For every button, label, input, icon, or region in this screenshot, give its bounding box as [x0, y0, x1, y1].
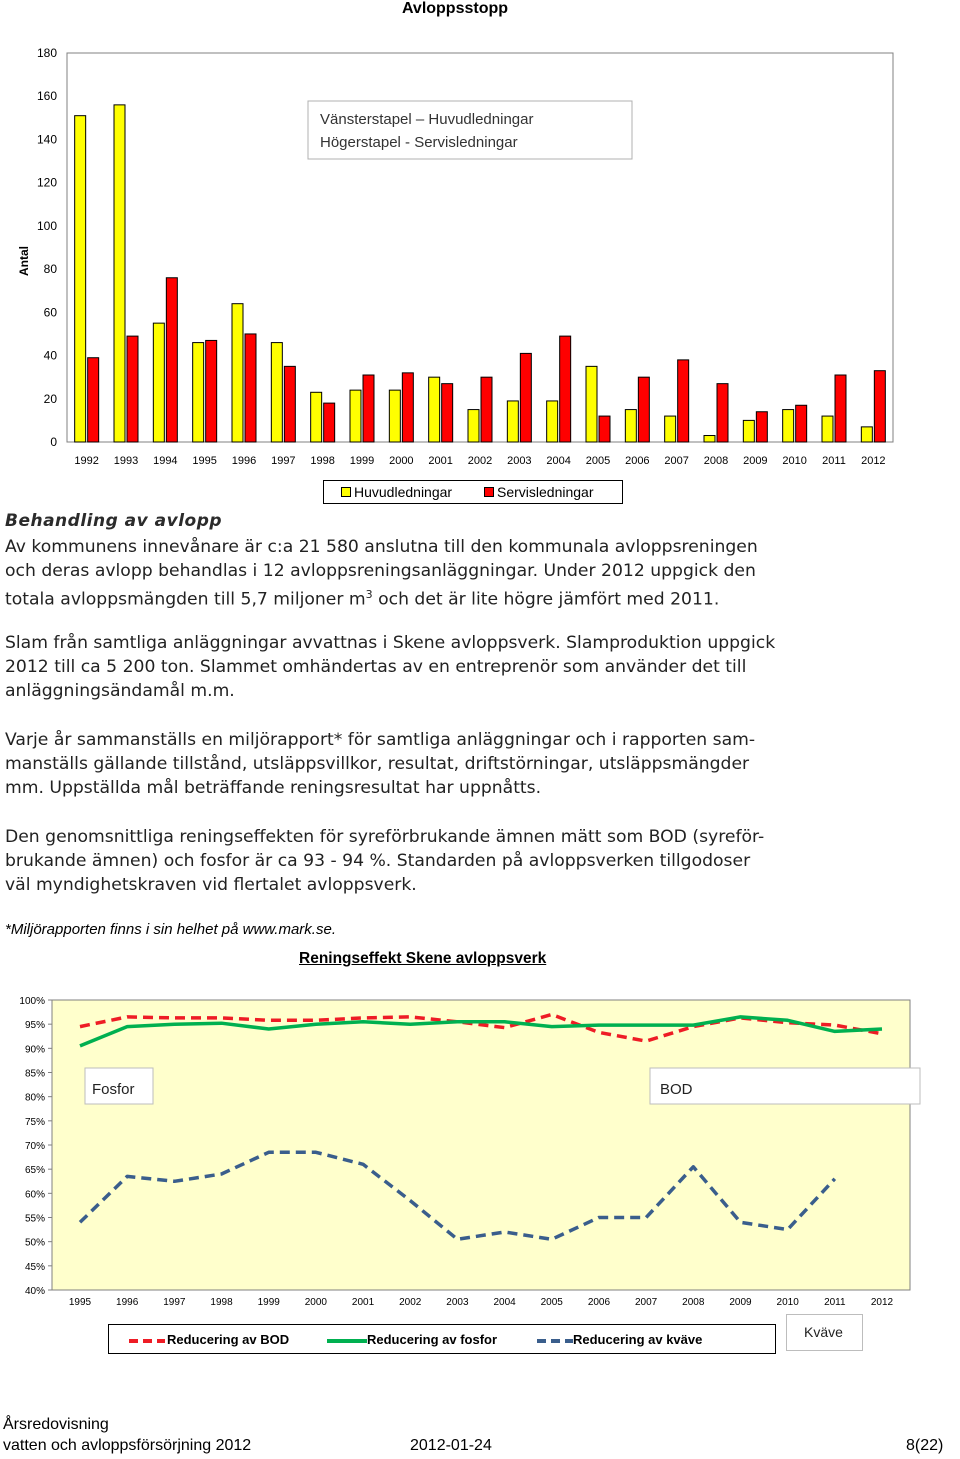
x-tick-label: 2003: [446, 1297, 469, 1308]
p2-line-3: anläggningsändamål m.m.: [5, 681, 235, 701]
x-tick-label: 2002: [399, 1297, 422, 1308]
bar-huvudledningar: [507, 401, 518, 442]
y-tick-label: 160: [36, 89, 57, 104]
x-tick-label: 2008: [682, 1297, 705, 1308]
bar-huvudledningar: [232, 304, 243, 442]
bar-huvudledningar: [153, 323, 164, 442]
y-tick-label: 40%: [24, 1286, 45, 1297]
p2-line-2: 2012 till ca 5 200 ton. Slammet omhändertas av en entreprenör som använder det till: [5, 657, 747, 677]
x-tick-label: 1994: [153, 455, 178, 467]
bar-huvudledningar: [586, 366, 597, 442]
bar-huvudledningar: [547, 401, 558, 442]
bar-servisledningar: [363, 375, 374, 442]
y-tick-label: 100: [36, 218, 57, 233]
line-plot-area: [52, 1000, 910, 1290]
x-tick-label: 2006: [625, 455, 650, 467]
section-heading: Behandling av avlopp: [5, 511, 223, 531]
x-tick-label: 2004: [493, 1297, 516, 1308]
x-tick-label: 1998: [210, 1297, 233, 1308]
paragraph-3: [5, 728, 955, 800]
x-tick-label: 2000: [304, 1297, 328, 1308]
x-tick-label: 2012: [861, 455, 886, 467]
y-tick-label: 60%: [24, 1189, 45, 1201]
p1-line-3a: totala avloppsmängden till 5,7 miljoner m: [5, 589, 366, 610]
p1-superscript: 3: [365, 588, 373, 601]
kvave-label: Kväve: [804, 1324, 843, 1340]
footer-page: 8(22): [906, 1437, 944, 1454]
legend-line-bod: [129, 1338, 165, 1344]
footnote: *Miljörapporten finns i sin helhet på www.mark.se.: [5, 921, 336, 938]
x-tick-label: 1998: [310, 455, 335, 467]
y-tick-label: 140: [36, 132, 57, 147]
bar-servisledningar: [717, 384, 728, 442]
paragraph-2: [5, 631, 955, 703]
y-tick-label: 85%: [24, 1068, 45, 1080]
x-tick-label: 2002: [467, 455, 493, 467]
bar-huvudledningar: [114, 105, 125, 442]
x-tick-label: 2001: [351, 1297, 375, 1308]
bar-huvudledningar: [311, 392, 322, 442]
paragraph-4: [5, 825, 955, 897]
y-tick-label: 90%: [24, 1044, 45, 1056]
bar-servisledningar: [245, 334, 256, 442]
bar-servisledningar: [520, 353, 531, 442]
y-tick-label: 100%: [19, 996, 45, 1007]
legend-swatch-servis: [484, 487, 494, 497]
y-tick-label: 50%: [24, 1237, 45, 1249]
bar-servisledningar: [560, 336, 571, 442]
x-tick-label: 2009: [729, 1297, 752, 1308]
paragraph-1: [5, 535, 955, 612]
bar-chart-title: Avloppsstopp: [401, 0, 509, 17]
bar-huvudledningar: [783, 410, 794, 442]
legend-line-kvave: [537, 1338, 573, 1344]
bar-huvudledningar: [75, 116, 86, 442]
x-tick-label: 2007: [664, 455, 689, 467]
footer-date: 2012-01-24: [410, 1437, 492, 1454]
p4-line-1: Den genomsnittliga reningseffekten för syreförbrukande ämnen mätt som BOD (syreför-: [5, 827, 765, 847]
bar-legend: [323, 480, 623, 504]
x-tick-label: 2011: [822, 455, 846, 467]
bar-servisledningar: [638, 377, 649, 442]
footer-line-2: vatten och avloppsförsörjning 2012: [3, 1437, 252, 1454]
y-tick-label: 80: [43, 262, 57, 277]
x-tick-label: 2001: [428, 455, 453, 467]
x-tick-label: 2008: [703, 455, 729, 467]
x-tick-label: 2010: [776, 1297, 799, 1308]
x-tick-label: 1995: [192, 455, 217, 467]
bar-huvudledningar: [193, 343, 204, 442]
y-tick-label: 70%: [24, 1141, 45, 1152]
x-tick-label: 2000: [389, 455, 414, 467]
bar-servisledningar: [678, 360, 689, 442]
bar-huvudledningar: [389, 390, 400, 442]
x-tick-label: 1997: [163, 1297, 186, 1308]
x-tick-label: 2011: [824, 1297, 846, 1308]
x-tick-label: 1996: [116, 1297, 139, 1308]
p2-line-1: Slam från samtliga anläggningar avvattnas i Skene avloppsverk. Slamproduktion uppgick: [5, 633, 776, 653]
legend-label-kvave: Reducering av kväve: [573, 1332, 703, 1347]
y-tick-label: 95%: [24, 1020, 45, 1032]
bar-servisledningar: [166, 278, 177, 442]
kvave-label-box: [786, 1314, 863, 1351]
bar-servisledningar: [88, 358, 99, 442]
bod-label: BOD: [660, 1081, 693, 1098]
x-tick-label: 2005: [540, 1297, 563, 1308]
p1-line-3b: och det är lite högre jämfört med 2011.: [372, 589, 720, 610]
y-axis-label: Antal: [17, 246, 31, 276]
y-tick-label: 65%: [24, 1165, 45, 1177]
bar-huvudledningar: [704, 436, 715, 442]
bar-servisledningar: [402, 373, 413, 442]
legend-label-bod: Reducering av BOD: [167, 1332, 290, 1347]
y-tick-label: 45%: [24, 1261, 45, 1273]
annotation-line-2: Högerstapel - Servisledningar: [320, 134, 518, 151]
p1-line-2: och deras avlopp behandlas i 12 avloppsreningsanläggningar. Under 2012 uppgick den: [5, 561, 756, 581]
x-tick-label: 2012: [870, 1297, 894, 1308]
y-tick-label: 60: [43, 305, 57, 320]
y-tick-label: 80%: [24, 1092, 45, 1104]
legend-label-servis: Servisledningar: [497, 484, 594, 500]
bar-servisledningar: [481, 377, 492, 442]
bar-servisledningar: [874, 371, 885, 442]
y-tick-label: 20: [43, 391, 57, 406]
p1-line-1: Av kommunens innevånare är c:a 21 580 anslutna till den kommunala avloppsreningen: [5, 537, 758, 557]
p4-line-3: väl myndighetskraven vid flertalet avloppsverk.: [5, 875, 417, 895]
legend-line-fosfor: [327, 1338, 367, 1344]
p3-line-1: Varje år sammanställs en miljörapport* för samtliga anläggningar och i rapporten sam-: [5, 730, 756, 750]
y-tick-label: 55%: [24, 1213, 45, 1225]
bar-huvudledningar: [743, 420, 754, 442]
y-tick-label: 120: [36, 175, 57, 190]
line-chart: [0, 990, 960, 1320]
x-tick-label: 2007: [634, 1297, 658, 1308]
x-tick-label: 2004: [546, 455, 571, 467]
x-tick-label: 2003: [507, 455, 532, 467]
y-tick-label: 75%: [24, 1116, 45, 1128]
legend-label-huvud: Huvudledningar: [354, 484, 453, 500]
bar-huvudledningar: [861, 427, 872, 442]
annotation-line-1: Vänsterstapel – Huvudledningar: [320, 111, 534, 128]
bar-servisledningar: [835, 375, 846, 442]
bar-huvudledningar: [625, 410, 636, 442]
bar-servisledningar: [127, 336, 138, 442]
x-tick-label: 1997: [271, 455, 296, 467]
x-tick-label: 2009: [743, 455, 768, 467]
x-tick-label: 2010: [782, 455, 807, 467]
x-tick-label: 1993: [113, 455, 139, 467]
y-tick-label: 40: [43, 348, 57, 363]
p3-line-3: mm. Uppställda mål beträffande reningsresultat har uppnåtts.: [5, 778, 542, 798]
bar-servisledningar: [206, 340, 217, 442]
x-tick-label: 1995: [68, 1297, 92, 1308]
x-tick-label: 2005: [585, 455, 611, 467]
x-tick-label: 1999: [349, 455, 375, 467]
x-tick-label: 2006: [587, 1297, 611, 1308]
legend-label-fosfor: Reducering av fosfor: [367, 1332, 498, 1347]
footer-line-1: Årsredovisning: [3, 1416, 109, 1433]
y-tick-label: 0: [50, 435, 57, 449]
bar-servisledningar: [284, 366, 295, 442]
p1-line-3: [5, 583, 955, 612]
p4-line-2: brukande ämnen) och fosfor är ca 93 - 94 %. Standarden på avloppsverken tillgodoser: [5, 851, 751, 871]
bar-huvudledningar: [429, 377, 440, 442]
p3-line-2: manställs gällande tillstånd, utsläppsvillkor, resultat, driftstörningar, utsläppsmängder: [5, 754, 750, 774]
bar-huvudledningar: [350, 390, 361, 442]
y-tick-label: 180: [36, 46, 57, 60]
bar-huvudledningar: [822, 416, 833, 442]
x-tick-label: 1999: [257, 1297, 280, 1308]
line-chart-title: Reningseffekt Skene avloppsverk: [299, 950, 547, 967]
bar-huvudledningar: [665, 416, 676, 442]
x-tick-label: 1992: [74, 455, 99, 467]
line-legend: [108, 1324, 776, 1354]
bar-servisledningar: [796, 405, 807, 442]
fosfor-label: Fosfor: [92, 1081, 135, 1098]
legend-swatch-huvud: [341, 487, 351, 497]
x-tick-label: 1996: [231, 455, 257, 467]
bar-huvudledningar: [468, 410, 479, 442]
bar-servisledningar: [756, 412, 767, 442]
bar-servisledningar: [442, 384, 453, 442]
bar-servisledningar: [324, 403, 335, 442]
bar-servisledningar: [599, 416, 610, 442]
bar-huvudledningar: [271, 343, 282, 442]
bar-chart: [0, 28, 960, 478]
